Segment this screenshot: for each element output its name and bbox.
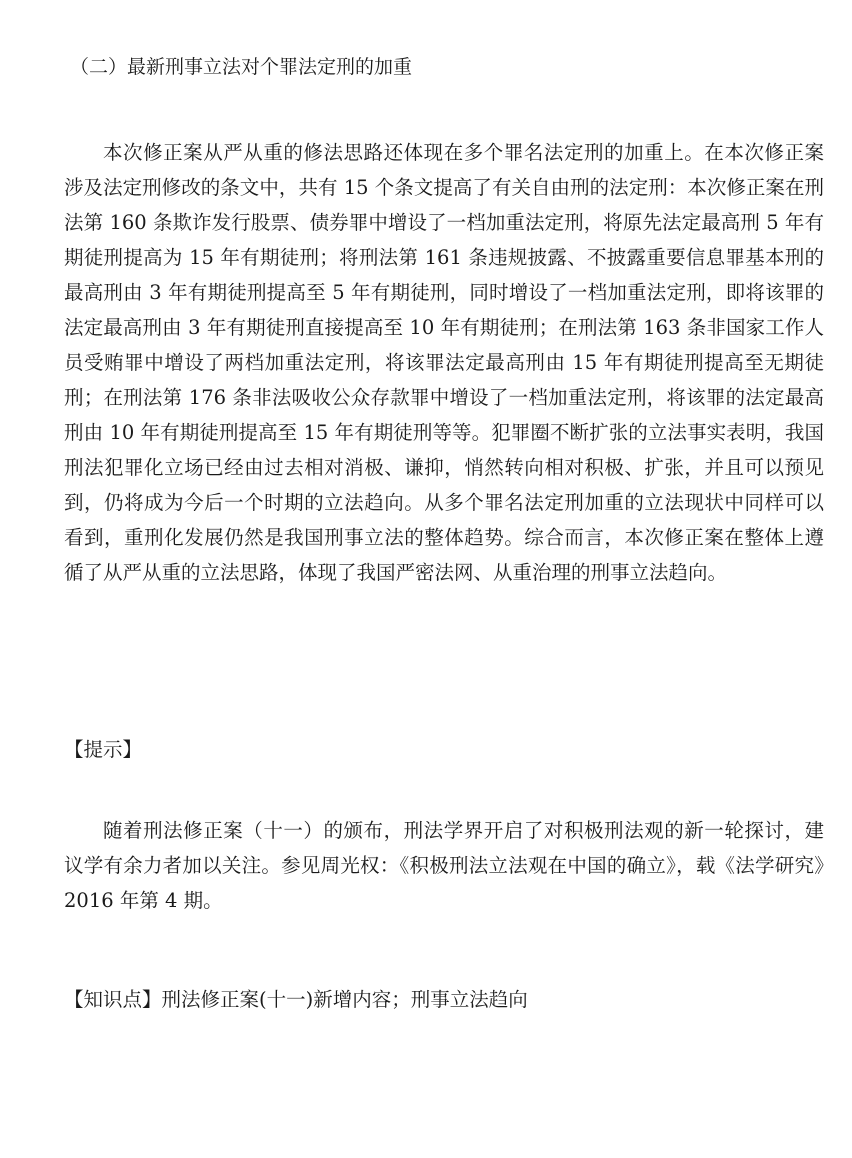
tip-paragraph: 随着刑法修正案（十一）的颁布，刑法学界开启了对积极刑法观的新一轮探讨，建议学有余力者加以关注。参见周光权：《积极刑法立法观在中国的确立》，载《法学研究》2016 年第 4 期。 bbox=[64, 819, 824, 912]
main-paragraph: 本次修正案从严从重的修法思路还体现在多个罪名法定刑的加重上。在本次修正案涉及法定刑修改的条文中，共有 15 个条文提高了有关自由刑的法定刑：本次修正案在刑法第 160 条欺诈发行股票、债券罪中增设了一档加重法定刑，将原先法定最高刑 5 年有期徒刑提高为 15 年有期徒刑；将刑法第 161 条违规披露、不披露重要信息罪基本刑的最高刑由 3 年有期徒刑提高至 5 年有期徒刑，同时增设了一档加重法定刑，即将该罪的法定最高刑由 3 年有期徒刑直接提高至 10 年有期徒刑；在刑法第 163 条非国家工作人员受贿罪中增设了两档加重法定刑，将该罪法定最高刑由 15 年有期徒刑提高至无期徒刑；在刑法第 176 条非法吸收公众存款罪中增设了一档加重法定刑，将该罪的法定最高刑由 10 年有期徒刑提高至 15 年有期徒刑等等。犯罪圈不断扩张的立法事实表明，我国刑法犯罪化立场已经由过去相对消极、谦抑，悄然转向相对积极、扩张，并且可以预见到，仍将成为今后一个时期的立法趋向。从多个罪名法定刑加重的立法现状中同样可以看到，重刑化发展仍然是我国刑事立法的整体趋势。综合而言，本次修正案在整体上遵循了从严从重的立法思路，体现了我国严密法网、从重治理的刑事立法趋向。 bbox=[64, 141, 824, 584]
tip-label: 【提示】 bbox=[64, 738, 143, 761]
knowledge-point: 【知识点】刑法修正案(十一)新增内容；刑事立法趋向 bbox=[64, 988, 528, 1011]
section-heading: （二）最新刑事立法对个罪法定刑的加重 bbox=[70, 56, 413, 78]
